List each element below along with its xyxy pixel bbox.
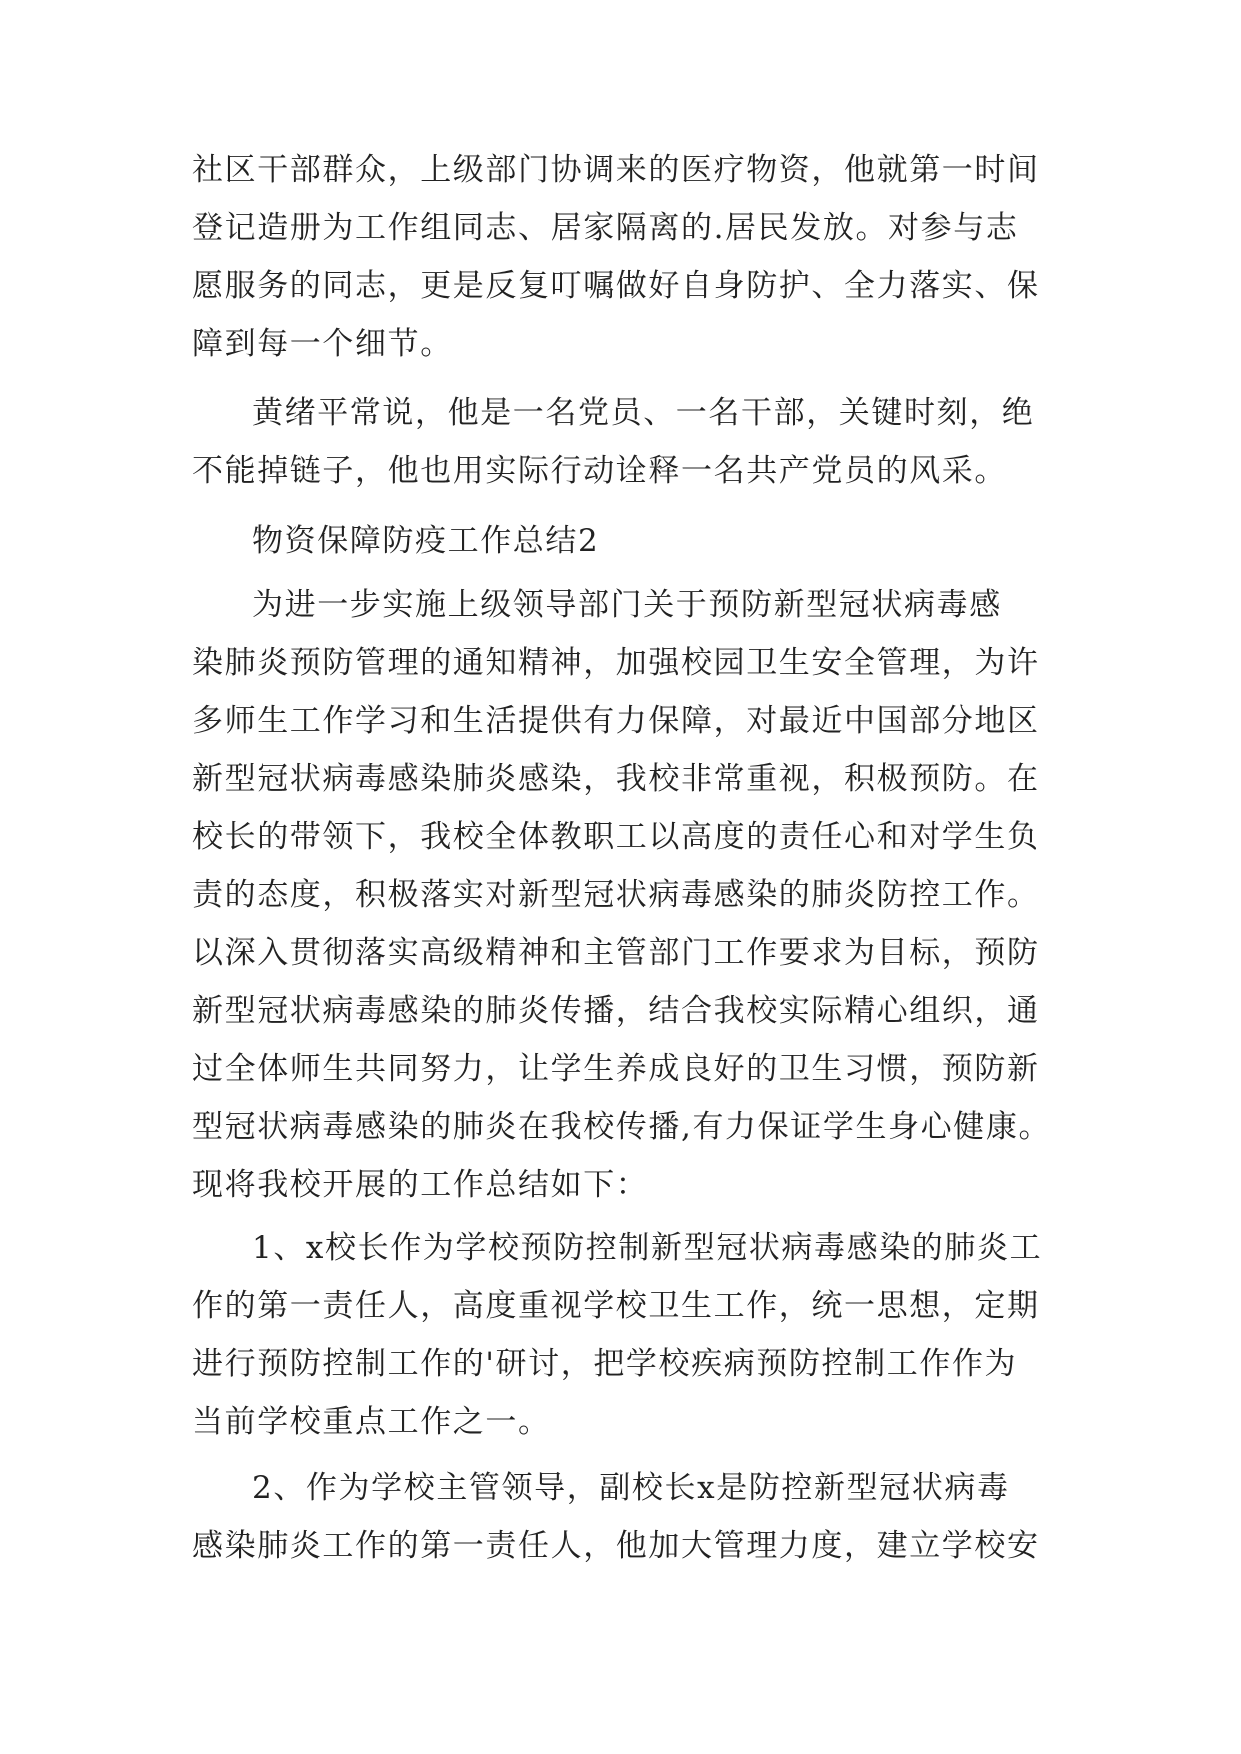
text-line: 1、x校长作为学校预防控制新型冠状病毒感染的肺炎工	[252, 1230, 1043, 1266]
text-line: 现将我校开展的工作总结如下：	[192, 1167, 649, 1203]
text-line: 过全体师生共同努力，让学生养成良好的卫生习惯，预防新	[192, 1051, 1040, 1087]
text-line: 进行预防控制工作的'研讨，把学校疾病预防控制工作作为	[192, 1346, 1018, 1382]
text-line: 2、作为学校主管领导，副校长x是防控新型冠状病毒	[252, 1470, 1010, 1506]
text-line: 愿服务的同志，更是反复叮嘱做好自身防护、全力落实、保	[192, 268, 1040, 304]
text-line: 当前学校重点工作之一。	[192, 1404, 551, 1440]
text-line: 登记造册为工作组同志、居家隔离的.居民发放。对参与志	[192, 210, 1019, 246]
text-line: 染肺炎预防管理的通知精神，加强校园卫生安全管理，为许	[192, 645, 1040, 681]
text-line: 校长的带领下，我校全体教职工以高度的责任心和对学生负	[192, 819, 1040, 855]
text-line: 为进一步实施上级领导部门关于预防新型冠状病毒感	[252, 587, 1002, 623]
text-line: 责的态度，积极落实对新型冠状病毒感染的肺炎防控工作。	[192, 877, 1040, 913]
section-heading: 物资保障防疫工作总结2	[252, 523, 600, 559]
text-line: 多师生工作学习和生活提供有力保障，对最近中国部分地区	[192, 703, 1040, 739]
text-line: 型冠状病毒感染的肺炎在我校传播,有力保证学生身心健康。	[192, 1109, 1052, 1145]
text-line: 以深入贯彻落实高级精神和主管部门工作要求为目标，预防	[192, 935, 1040, 971]
text-line: 感染肺炎工作的第一责任人，他加大管理力度，建立学校安	[192, 1528, 1040, 1564]
text-line: 新型冠状病毒感染肺炎感染，我校非常重视，积极预防。在	[192, 761, 1040, 797]
text-line: 社区干部群众，上级部门协调来的医疗物资，他就第一时间	[192, 152, 1040, 188]
text-line: 不能掉链子，他也用实际行动诠释一名共产党员的风采。	[192, 453, 1007, 489]
text-line: 作的第一责任人，高度重视学校卫生工作，统一思想，定期	[192, 1288, 1040, 1324]
text-line: 新型冠状病毒感染的肺炎传播，结合我校实际精心组织，通	[192, 993, 1040, 1029]
text-line: 障到每一个细节。	[192, 326, 453, 362]
text-line: 黄绪平常说，他是一名党员、一名干部，关键时刻，绝	[252, 395, 1035, 431]
